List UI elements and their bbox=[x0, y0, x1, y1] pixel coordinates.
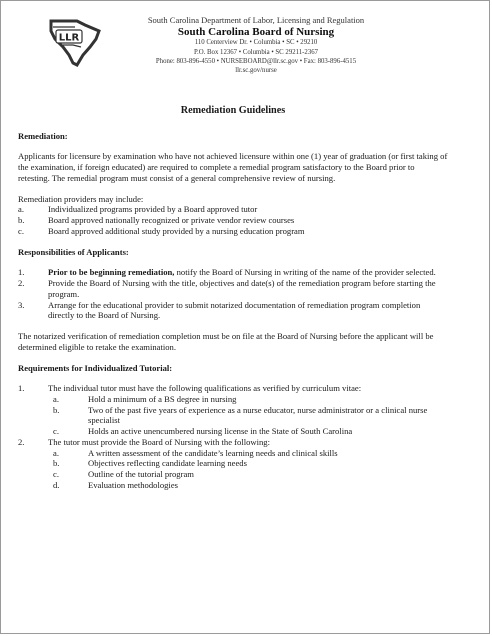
letterhead bbox=[111, 16, 401, 75]
sub-list-item bbox=[53, 394, 448, 405]
list-item-text: Two of the past five years of experience as a nurse educator, nurse administrator or a clinical nurse specialist bbox=[88, 404, 428, 426]
sub-list-item bbox=[53, 458, 448, 469]
tutorial-heading: Requirements for Individualized Tutorial: bbox=[18, 362, 173, 373]
logo-text: LLR bbox=[58, 32, 80, 44]
list-marker: b. bbox=[53, 458, 60, 469]
list-item-text bbox=[48, 300, 448, 321]
list-marker: a. bbox=[18, 204, 24, 215]
llr-logo bbox=[47, 15, 105, 71]
tutorial-list bbox=[18, 383, 448, 490]
list-marker: a. bbox=[53, 393, 59, 404]
list-marker: c. bbox=[53, 426, 59, 437]
list-marker: 2. bbox=[18, 278, 25, 289]
street-address: 110 Centerview Dr. • Columbia • SC • 29210 bbox=[194, 39, 318, 47]
list-item-text: Board approved nationally recognized or private vendor review courses bbox=[48, 215, 295, 226]
list-marker: b. bbox=[53, 404, 60, 415]
sub-list-item bbox=[53, 405, 448, 426]
sub-list bbox=[53, 394, 448, 437]
list-item-text: Board approved additional study provided by a nursing education program bbox=[48, 225, 305, 236]
list-item bbox=[18, 300, 448, 321]
contact-line: Phone: 803-896-4550 • NURSEBOARD@llr.sc.gov • Fax: 803-896-4515 bbox=[155, 57, 357, 65]
list-item-text: The tutor must provide the Board of Nursing with the following: bbox=[48, 436, 270, 447]
list-marker: 1. bbox=[18, 383, 25, 394]
list-item bbox=[18, 267, 448, 278]
list-item-text: Individualized programs provided by a Board approved tutor bbox=[48, 204, 258, 215]
list-marker: 1. bbox=[18, 267, 25, 278]
list-item-text: The individual tutor must have the following qualifications as verified by curriculum vitae: bbox=[48, 383, 362, 394]
item-body-text: Arrange for the educational provider to submit notarized documentation of remediation program completion directly to the Board of Nursing. bbox=[48, 299, 421, 321]
list-marker: a. bbox=[53, 447, 59, 458]
providers-intro: Remediation providers may include: bbox=[18, 193, 144, 204]
item-body-text: notify the Board of Nursing in writing of the name of the provider selected. bbox=[174, 267, 436, 278]
responsibilities-list bbox=[18, 267, 448, 321]
item-body-text: Provide the Board of Nursing with the title, objectives and date(s) of the remediation program before starting the program. bbox=[48, 278, 436, 299]
list-item-text bbox=[48, 267, 448, 278]
responsibilities-heading: Responsibilities of Applicants: bbox=[18, 246, 129, 257]
list-item-text: Outline of the tutorial program bbox=[88, 469, 194, 480]
list-item-text: A written assessment of the candidate’s learning needs and clinical skills bbox=[88, 447, 338, 458]
sub-list-item bbox=[53, 469, 448, 480]
board-name: South Carolina Board of Nursing bbox=[177, 25, 335, 38]
list-marker: b. bbox=[18, 215, 25, 226]
po-box-address: P.O. Box 12367 • Columbia • SC 29211-2367 bbox=[193, 48, 319, 56]
list-item bbox=[18, 226, 448, 237]
list-item bbox=[18, 215, 448, 226]
list-item-text: Evaluation methodologies bbox=[88, 479, 178, 490]
website-link[interactable]: llr.sc.gov/nurse bbox=[235, 66, 277, 74]
list-item bbox=[18, 204, 448, 215]
providers-list bbox=[18, 204, 448, 236]
list-item-text bbox=[48, 278, 448, 299]
list-item-text: Hold a minimum of a BS degree in nursing bbox=[88, 393, 237, 404]
list-marker: 2. bbox=[18, 436, 25, 447]
sub-list-item bbox=[53, 448, 448, 459]
list-marker: 3. bbox=[18, 299, 25, 310]
list-marker: c. bbox=[18, 225, 24, 236]
list-marker: d. bbox=[53, 479, 60, 490]
page-title: Remediation Guidelines bbox=[180, 105, 286, 116]
list-item-text: Holds an active unencumbered nursing license in the State of South Carolina bbox=[88, 426, 353, 437]
verification-note: The notarized verification of remediation completion must be on file at the Board of Nursing before the applicant will be determined eligible to retake the examination. bbox=[18, 331, 434, 352]
sub-list-item bbox=[53, 480, 448, 491]
department-name: South Carolina Department of Labor, Licensing and Regulation bbox=[147, 15, 365, 25]
remediation-paragraph: Applicants for licensure by examination who have not achieved licensure within one (1) year of graduation (or first taking of the examination, if foreign educated) are required to complete a remedial program satisfactory to the Board prior to retesting. The remedial program must consist of a general comprehensive review of nursing. bbox=[18, 151, 448, 183]
emphasis-text: Prior to be beginning remediation, bbox=[48, 267, 175, 278]
list-item-text: Objectives reflecting candidate learning needs bbox=[88, 458, 247, 469]
remediation-heading: Remediation: bbox=[18, 130, 68, 141]
list-item bbox=[18, 383, 448, 394]
document-body bbox=[18, 105, 448, 501]
list-item bbox=[18, 278, 448, 299]
sub-list bbox=[53, 448, 448, 491]
list-marker: c. bbox=[53, 469, 59, 480]
list-item bbox=[18, 437, 448, 448]
sub-list-item bbox=[53, 426, 448, 437]
